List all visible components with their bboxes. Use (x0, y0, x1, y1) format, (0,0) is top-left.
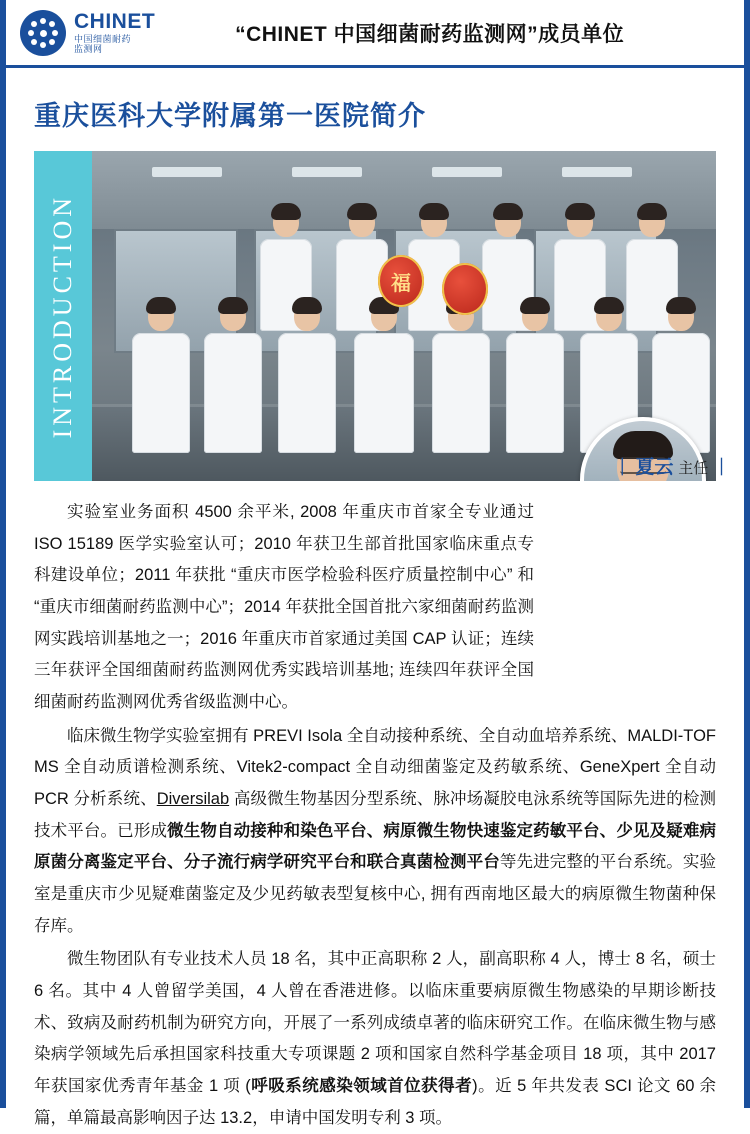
article-body (6, 481, 744, 1134)
paragraph-2-underlined-term: Diversilab (156, 790, 230, 809)
photo-section (6, 151, 744, 481)
introduction-band (34, 151, 92, 481)
team-photo (92, 151, 716, 481)
paragraph-1: 实验室业务面积 4500 余平米, 2008 年重庆市首家全专业通过 ISO 15189 医学实验室认可；2010 年获卫生部首批国家临床重点专科建设单位；2011 年获批 “重庆市医学检验科医疗质量控制中心” 和 “重庆市细菌耐药监测中心”；2014 年获批全国首批六家细菌耐药监测网实践培训基地之一；2016 年重庆市首家通过美国 CAP 认证；连续三年获评全国细菌耐药监测网优秀实践培训基地; 连续四年获评全国细菌耐药监测网优秀省级监测中心。 (34, 503, 534, 712)
logo-text-cn-1: 中国细菌耐药 (74, 34, 132, 45)
network-dots-icon (20, 10, 66, 56)
caption-right-bar: ｜ (713, 458, 730, 477)
doctor-role: 主任 (678, 460, 709, 477)
paragraph-2 (34, 721, 716, 943)
logo-text-en: CHINET (74, 10, 156, 34)
logo-text-cn-2: 监测网 (74, 43, 103, 54)
paragraph-3 (34, 944, 716, 1134)
page-header (6, 0, 744, 68)
introduction-band-label: INTRODUCTION (48, 193, 77, 439)
paragraph-2-part-3: 等先进完整的平台系统。实验室是重庆市少见疑难菌鉴定及少见药敏表型复核中心, 拥有西南地区最大的病原微生物菌种保存库。 (34, 853, 717, 935)
paragraph-3-bold-award: 呼吸系统感染领域首位获得者 (250, 1077, 473, 1096)
doctor-caption (614, 452, 730, 479)
paragraph-2-bold-platforms: 微生物自动接种和染色平台、病原微生物快速鉴定药敏平台、少见及疑难病原菌分离鉴定平台、分子流行病学研究平台和联合真菌检测平台 (34, 821, 717, 872)
paragraph-3-part-1: 微生物团队有专业技术人员 18 名，其中正高职称 2 人，副高职称 4 人，博士 8 名，硕士 6 名。其中 4 人曾留学美国，4 人曾在香港进修。以临床重要病原微生物感染的早期诊断技术、致病及耐药机制为研究方向，开展了一系列成绩卓著的临床研究工作。在临床微生物与感染病学领域先后承担国家科技重大专项课题 2 项和国家自然科学基金项目 18 项，其中 2017 年获国家优秀青年基金 1 项 ( (34, 950, 716, 1096)
lantern-decoration-2 (442, 263, 488, 315)
paragraph-2-part-1: 临床微生物学实验室拥有 PREVI Isola 全自动接种系统、全自动血培养系统、MALDI-TOF MS 全自动质谱检测系统、Vitek2-compact 全自动细菌鉴定及药敏系统、GeneXpert 全自动 PCR 分析系统、 (34, 726, 716, 809)
paragraph-2-part-2: 高级微生物基因分型系统、脉冲场凝胶电泳系统等国际先进的检测技术平台。已形成 (34, 790, 716, 840)
page-title: 重庆医科大学附属第一医院简介 (34, 101, 426, 131)
logo-text (74, 11, 155, 54)
paragraph-3-part-2: )。近 5 年共发表 SCI 论文 60 余篇，单篇最高影响因子达 13.2，申请中国发明专利 3 项。 (34, 1077, 716, 1127)
chinet-logo (20, 10, 155, 56)
lantern-decoration (378, 255, 424, 307)
header-title: “CHINET 中国细菌耐药监测网”成员单位 (235, 22, 625, 46)
caption-left-bar: ｜ (613, 458, 631, 477)
lantern-label: 福 (391, 273, 411, 295)
doctor-name: 夏云 (635, 457, 674, 478)
